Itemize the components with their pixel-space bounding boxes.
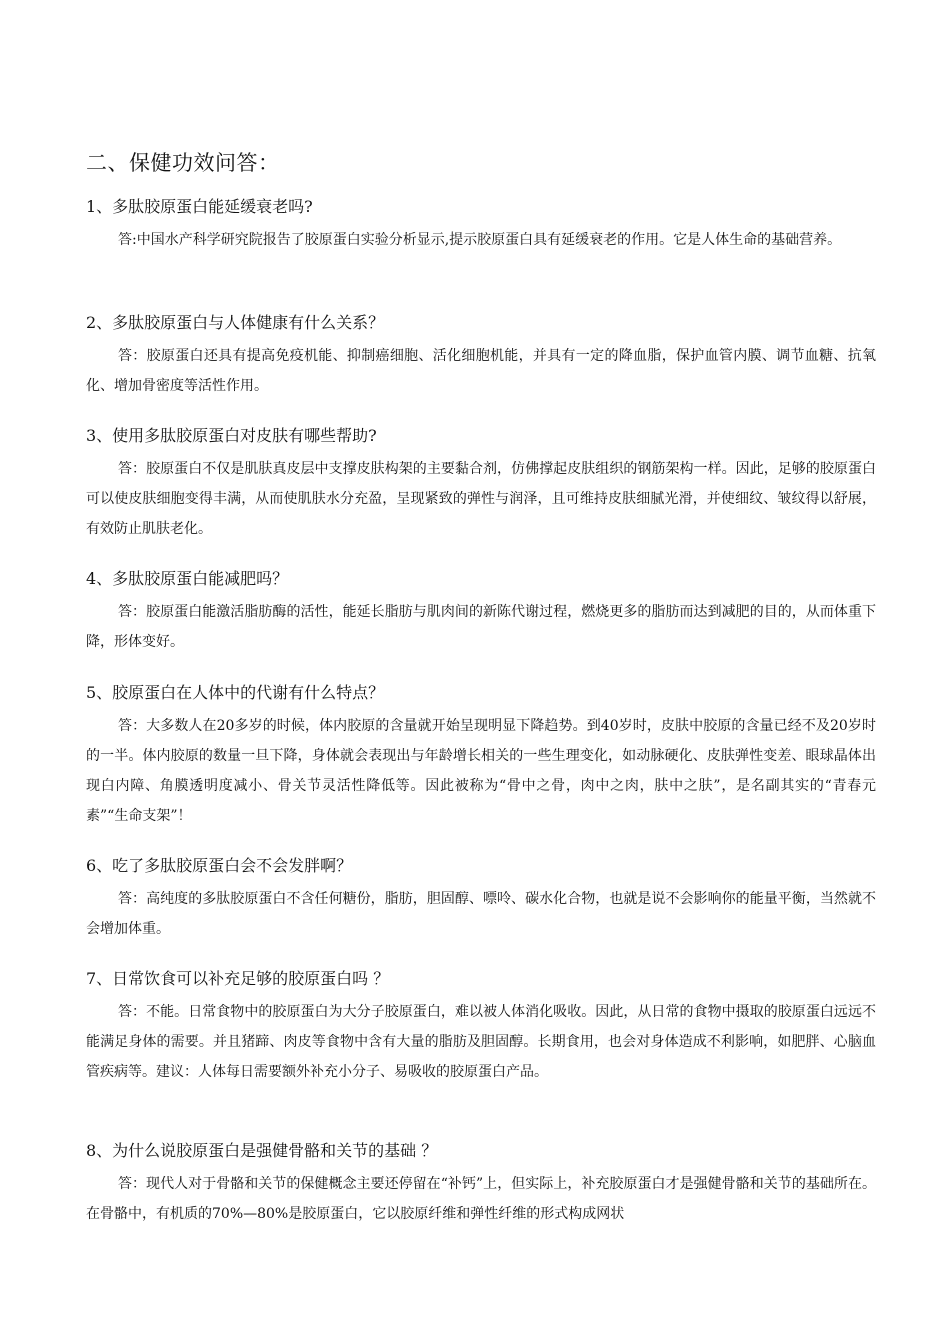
question: 7、日常饮食可以补充足够的胶原蛋白吗 ？ (86, 969, 390, 988)
answer: 答：高纯度的多肽胶原蛋白不含任何糖份，脂肪，胆固醇、嘌呤、碳水化合物，也就是说不会影响你的能量平衡，当然就不会增加体重。 (86, 891, 876, 937)
qa-item-5 (86, 683, 876, 831)
question: 3、使用多肽胶原蛋白对皮肤有哪些帮助? (86, 426, 377, 445)
section-title: 二、保健功效问答： (86, 151, 280, 175)
answer: 答：现代人对于骨骼和关节的保健概念主要还停留在“补钙”上，但实际上，补充胶原蛋白才是强健骨骼和关节的基础所在。在骨骼中，有机质的70%—80%是胶原蛋白，它以胶原纤维和弹性纤维的形式构成网状 (86, 1176, 876, 1222)
question: 5、胶原蛋白在人体中的代谢有什么特点？ (86, 683, 385, 702)
qa-item-1 (86, 197, 876, 255)
question: 8、为什么说胶原蛋白是强健骨骼和关节的基础 ？ (86, 1141, 438, 1160)
qa-item-7 (86, 969, 876, 1087)
answer: 答:中国水产科学研究院报告了胶原蛋白实验分析显示,提示胶原蛋白具有延缓衰老的作用。它是人体生命的基础营养。 (118, 232, 842, 248)
question: 4、多肽胶原蛋白能减肥吗？ (86, 569, 289, 588)
answer: 答：胶原蛋白能激活脂肪酶的活性，能延长脂肪与肌肉间的新陈代谢过程，燃烧更多的脂肪而达到减肥的目的，从而体重下降，形体变好。 (86, 604, 876, 650)
question: 1、多肽胶原蛋白能延缓衰老吗? (86, 197, 313, 216)
qa-item-8 (86, 1141, 876, 1229)
answer: 答：胶原蛋白还具有提高免疫机能、抑制癌细胞、活化细胞机能，并具有一定的降血脂，保护血管内膜、调节血糖、抗氧化、增加骨密度等活性作用。 (86, 348, 876, 394)
answer: 答：不能。日常食物中的胶原蛋白为大分子胶原蛋白，难以被人体消化吸收。因此，从日常的食物中摄取的胶原蛋白远远不能满足身体的需要。并且猪蹄、肉皮等食物中含有大量的脂肪及胆固醇。长期食用，也会对身体造成不利影响，如肥胖、心脑血管疾病等。建议：人体每日需要额外补充小分子、易吸收的胶原蛋白产品。 (86, 1004, 876, 1080)
qa-item-2 (86, 313, 876, 401)
answer: 答：胶原蛋白不仅是肌肤真皮层中支撑皮肤构架的主要黏合剂，仿佛撑起皮肤组织的钢筋架构一样。因此，足够的胶原蛋白可以使皮肤细胞变得丰满，从而使肌肤水分充盈，呈现紧致的弹性与润泽，且可维持皮肤细腻光滑，并使细纹、皱纹得以舒展，有效防止肌肤老化。 (86, 461, 876, 537)
answer: 答：大多数人在20多岁的时候，体内胶原的含量就开始呈现明显下降趋势。到40岁时，皮肤中胶原的含量已经不及20岁时的一半。体内胶原的数量一旦下降，身体就会表现出与年龄增长相关的一些生理变化，如动脉硬化、皮肤弹性变差、眼球晶体出现白内障、角膜透明度减小、骨关节灵活性降低等。因此被称为“骨中之骨，肉中之肉，肤中之肤”，是名副其实的“青春元素”“生命支架”！ (86, 718, 876, 824)
question: 2、多肽胶原蛋白与人体健康有什么关系？ (86, 313, 385, 332)
qa-item-3 (86, 426, 876, 544)
question: 6、吃了多肽胶原蛋白会不会发胖啊？ (86, 856, 353, 875)
qa-item-4 (86, 569, 876, 657)
qa-item-6 (86, 856, 876, 944)
